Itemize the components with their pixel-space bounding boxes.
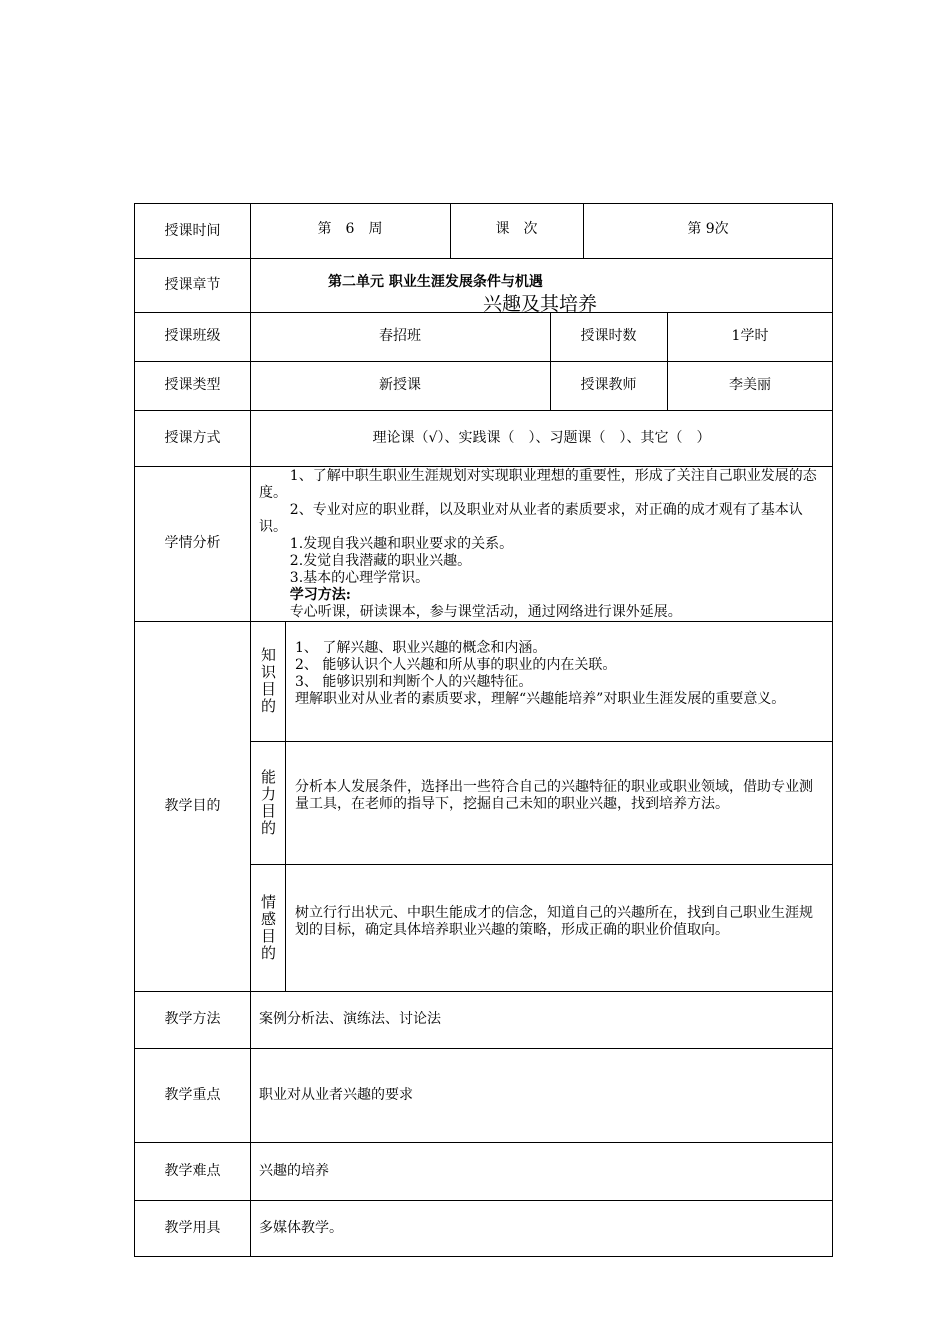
class-label: 授课班级 xyxy=(164,328,221,344)
analysis-item: 1.发现自我兴趣和职业要求的关系。 xyxy=(289,536,514,552)
analysis-item: 3.基本的心理学常识。 xyxy=(289,570,430,586)
difficulty-value: 兴趣的培养 xyxy=(259,1162,329,1179)
emotion-label-cell xyxy=(250,864,285,991)
class-value: 春招班 xyxy=(379,328,421,344)
lesson-label: 课 次 xyxy=(495,220,538,237)
ability-label-cell xyxy=(250,741,285,864)
type-value: 新授课 xyxy=(379,377,421,393)
learning-method-title: 学习方法: xyxy=(289,587,351,603)
chapter-unit: 第二单元 职业生涯发展条件与机遇 xyxy=(328,274,543,290)
chapter-label: 授课章节 xyxy=(164,276,221,293)
knowledge-item: 2、 能够认识个人兴趣和所从事的职业的内在关联。 xyxy=(295,657,617,673)
key-label: 教学重点 xyxy=(164,1086,221,1103)
ability-text: 分析本人发展条件，选择出一些符合自己的兴趣特征的职业或职业领域，借助专业测量工具，在老师的指导下，挖掘自己未知的职业兴趣，找到培养方法。 xyxy=(295,779,813,812)
analysis-label: 学情分析 xyxy=(164,535,221,551)
mode-label: 授课方式 xyxy=(164,429,221,446)
lesson-value: 第 9次 xyxy=(687,220,729,237)
ability-content xyxy=(295,779,825,813)
analysis-paragraph: 2、专业对应的职业群，以及职业对从业者的素质要求，对正确的成才观有了基本认识。 xyxy=(259,502,803,535)
difficulty-label: 教学难点 xyxy=(164,1162,221,1179)
knowledge-item: 1、 了解兴趣、职业兴趣的概念和内涵。 xyxy=(295,640,547,656)
analysis-content xyxy=(259,468,825,621)
mode-value: 理论课（√）、实践课（ ）、习题课（ ）、其它（ ） xyxy=(372,429,711,446)
learning-method-text: 专心听课，研读课本，参与课堂活动，通过网络进行课外延展。 xyxy=(289,604,682,620)
chapter-topic: 兴趣及其培养 xyxy=(483,293,598,315)
objectives-label: 教学目的 xyxy=(164,797,221,814)
column-divider xyxy=(285,621,286,991)
knowledge-content xyxy=(295,640,825,708)
type-label: 授课类型 xyxy=(164,377,221,393)
ability-label: 能力目的 xyxy=(259,768,277,837)
teacher-value: 李美丽 xyxy=(729,377,771,393)
analysis-item: 2.发觉自我潜藏的职业兴趣。 xyxy=(289,553,472,569)
knowledge-item: 3、 能够识别和判断个人的兴趣特征。 xyxy=(295,674,533,690)
emotion-content xyxy=(295,905,825,939)
emotion-label: 情感目的 xyxy=(259,893,277,962)
tools-label: 教学用具 xyxy=(164,1219,221,1236)
teacher-label: 授课教师 xyxy=(580,377,637,393)
knowledge-label-cell xyxy=(250,621,285,741)
knowledge-label: 知识目的 xyxy=(259,647,277,715)
lesson-plan-table xyxy=(134,203,833,1257)
row-divider xyxy=(250,741,832,742)
week-value: 第 6 周 xyxy=(317,220,383,237)
row-divider xyxy=(250,864,832,865)
analysis-paragraph: 1、了解中职生职业生涯规划对实现职业理想的重要性，形成了关注自己职业发展的态度。 xyxy=(259,468,817,501)
key-value: 职业对从业者兴趣的要求 xyxy=(259,1086,413,1103)
tools-value: 多媒体教学。 xyxy=(259,1219,343,1236)
hours-value: 1学时 xyxy=(731,328,769,344)
methods-label: 教学方法 xyxy=(164,1011,221,1027)
methods-value: 案例分析法、演练法、讨论法 xyxy=(259,1011,441,1027)
knowledge-item: 理解职业对从业者的素质要求，理解“兴趣能培养”对职业生涯发展的重要意义。 xyxy=(295,691,786,707)
time-label: 授课时间 xyxy=(164,222,221,239)
emotion-text: 树立行行出状元、中职生能成才的信念，知道自己的兴趣所在，找到自己职业生涯规划的目标，确定具体培养职业兴趣的策略，形成正确的职业价值取向。 xyxy=(295,905,813,938)
hours-label: 授课时数 xyxy=(580,328,637,344)
